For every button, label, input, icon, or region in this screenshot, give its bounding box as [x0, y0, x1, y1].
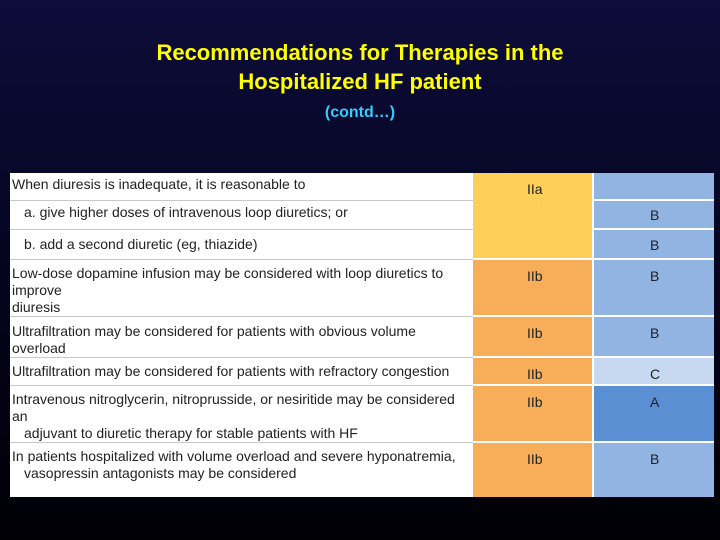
level-cell: C	[593, 357, 714, 385]
title-line-2: Hospitalized HF patient	[238, 69, 482, 94]
recommendation-text: a. give higher doses of intravenous loop diuretics; or	[10, 200, 473, 229]
table-row	[10, 357, 714, 385]
recommendation-text: b. add a second diuretic (eg, thiazide)	[10, 229, 473, 259]
table-row	[10, 259, 714, 316]
level-cell: A	[593, 385, 714, 442]
table-row	[10, 173, 714, 200]
table-row	[10, 442, 714, 497]
recommendation-text-line-1: Intravenous nitroglycerin, nitroprusside, or nesiritide may be considered an	[12, 390, 455, 424]
recommendation-text-line-1: Low-dose dopamine infusion may be considered with loop diuretics to improve	[12, 264, 444, 298]
class-cell: IIa	[473, 173, 593, 259]
recommendation-text	[10, 385, 473, 442]
table-row	[10, 229, 714, 259]
level-cell: B	[593, 229, 714, 259]
title-line-1: Recommendations for Therapies in the	[156, 40, 564, 65]
recommendation-text-line-2: diuresis	[12, 298, 61, 315]
recommendation-text-line-2: adjuvant to diuretic therapy for stable patients with HF	[24, 424, 358, 441]
class-cell: IIb	[473, 259, 593, 316]
table-row	[10, 200, 714, 229]
recommendation-text-line-1: In patients hospitalized with volume overload and severe hyponatremia,	[12, 447, 456, 464]
recommendation-text: Ultrafiltration may be considered for patients with refractory congestion	[10, 357, 473, 385]
recommendations-table	[10, 173, 714, 481]
class-cell: IIb	[473, 442, 593, 497]
slide-title	[0, 38, 720, 96]
level-cell: B	[593, 259, 714, 316]
table-row	[10, 385, 714, 442]
level-cell: B	[593, 316, 714, 357]
recommendation-text-line-2: vasopressin antagonists may be considered	[24, 464, 297, 481]
table-row	[10, 316, 714, 357]
recommendation-text: When diuresis is inadequate, it is reasonable to	[10, 173, 473, 200]
recommendation-text	[10, 442, 473, 497]
class-cell: IIb	[473, 357, 593, 385]
level-cell: B	[593, 200, 714, 229]
level-cell: B	[593, 442, 714, 497]
slide-subtitle: (contd…)	[324, 104, 396, 121]
class-cell: IIb	[473, 316, 593, 357]
recommendation-text	[10, 259, 473, 316]
class-cell: IIb	[473, 385, 593, 442]
recommendation-text: Ultrafiltration may be considered for patients with obvious volume overload	[10, 316, 473, 357]
level-cell	[593, 173, 714, 200]
